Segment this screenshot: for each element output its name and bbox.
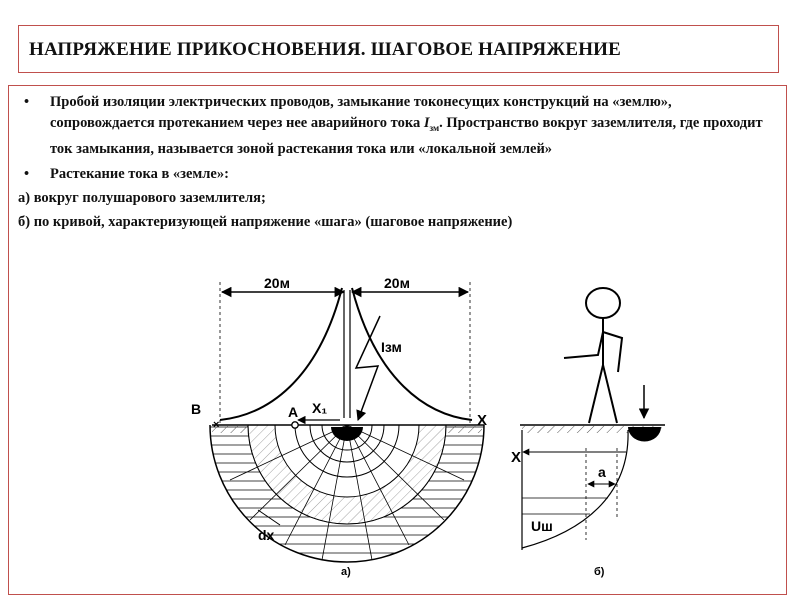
point-b-mark: ×	[213, 419, 220, 431]
label-step-voltage: Uш	[531, 518, 553, 534]
figure-a	[191, 275, 500, 585]
bullet2-text: Растекание тока в «земле»:	[50, 165, 229, 182]
label-point-b: B	[191, 401, 202, 417]
dim-label-left: 20м	[264, 275, 290, 291]
caption-b: б)	[594, 566, 605, 578]
label-a-dimension: a	[598, 464, 606, 480]
person-icon	[564, 288, 622, 423]
label-x1: X₁	[312, 400, 328, 416]
label-point-a: A	[288, 404, 299, 420]
label-dx: dx	[258, 527, 275, 543]
label-current: Iзм	[381, 339, 402, 355]
label-x-axis-a: X	[477, 412, 488, 429]
dim-label-right: 20м	[384, 275, 410, 291]
electrode-b	[628, 427, 661, 441]
figure-b	[511, 288, 665, 578]
potential-curve-right	[352, 288, 472, 420]
item-b-text: б) по кривой, характеризующей напряжение «шага» (шаговое напряжение)	[18, 213, 513, 230]
bullet-icon: •	[24, 94, 30, 110]
paragraph1-text-after: . Пространство вокруг заземлителя, где проходит ток замыкания, называется зоной растекания тока или «локальной землей»	[50, 115, 763, 157]
caption-a: а)	[341, 566, 351, 578]
label-x-axis-b: X	[511, 449, 522, 466]
current-subscript: зм	[429, 122, 440, 133]
item-a-text: а) вокруг полушарового заземлителя;	[18, 189, 266, 206]
point-a-marker	[292, 422, 298, 428]
paragraph1-text-before: Пробой изоляции электрических проводов, замыкание токонесущих конструкций на «землю», сопровождается протеканием через нее аварийного тока	[50, 94, 672, 131]
slide-title: НАПРЯЖЕНИЕ ПРИКОСНОВЕНИЯ. ШАГОВОЕ НАПРЯЖЕНИЕ	[29, 39, 622, 60]
current-symbol: I	[423, 115, 430, 131]
bullet-icon: •	[24, 165, 30, 182]
